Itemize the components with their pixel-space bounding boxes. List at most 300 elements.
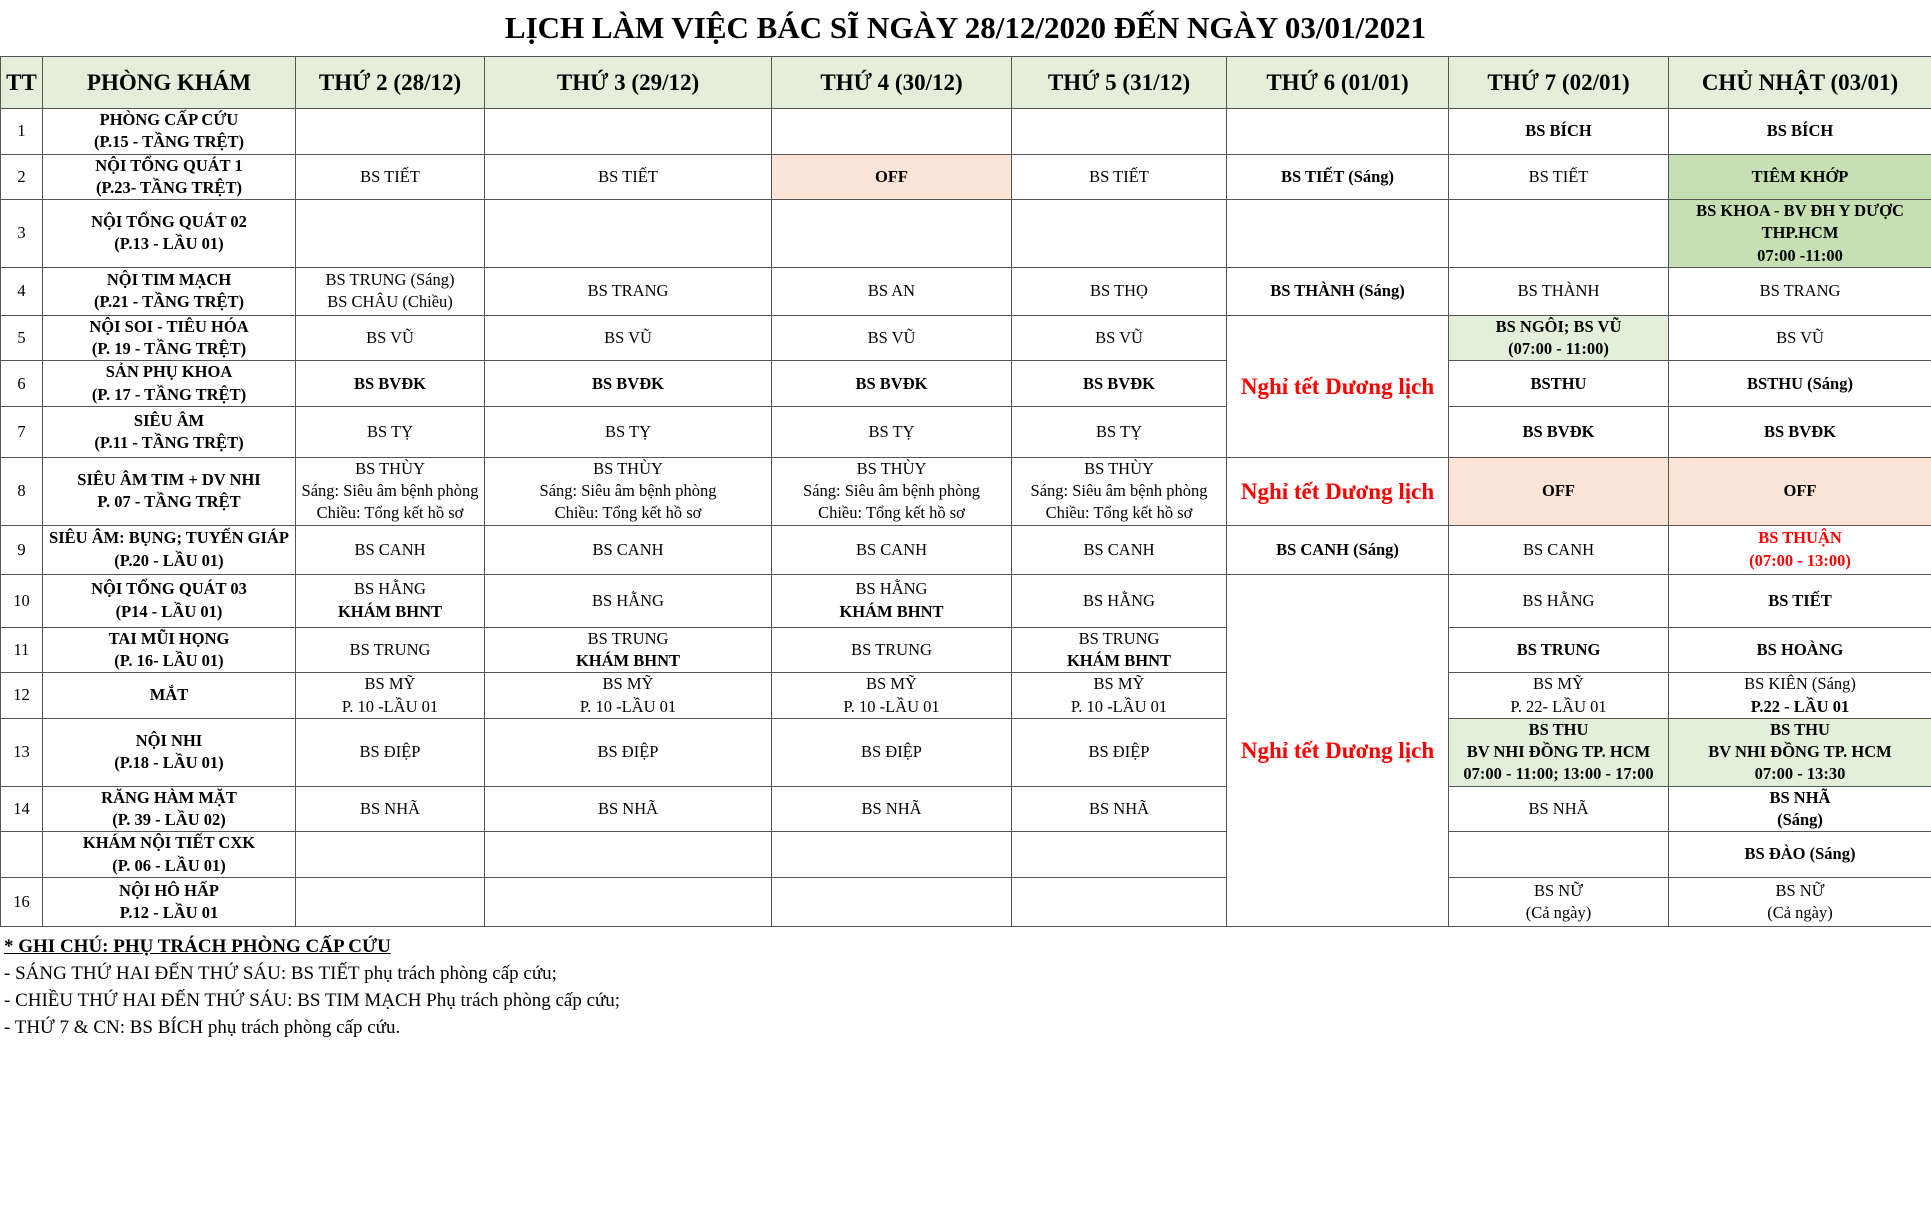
- cell-line: Chiều: Tổng kết hồ sơ: [818, 503, 965, 523]
- cell-line: BS THÀNH: [1517, 281, 1600, 301]
- cell-line: (Sáng): [1777, 810, 1823, 830]
- holiday-cell: [1227, 574, 1449, 926]
- table-row: [1, 200, 1931, 268]
- cell-line: BS HẰNG: [592, 590, 664, 610]
- cell-line: BS ĐIỆP: [861, 742, 922, 762]
- cell-line: BS BVĐK: [1083, 373, 1155, 393]
- note-line: - SÁNG THỨ HAI ĐẾN THỨ SÁU: BS TIẾT phụ trách phòng cấp cứu;: [4, 962, 557, 984]
- cell-line: Sáng: Siêu âm bệnh phòng: [803, 481, 980, 501]
- schedule-cell: [1449, 832, 1669, 878]
- cell-line: BS HẰNG: [855, 579, 928, 599]
- cell-line: (P. 17 - TẦNG TRỆT): [91, 384, 247, 404]
- schedule-cell: [1449, 574, 1669, 627]
- schedule-cell: [1012, 718, 1227, 786]
- schedule-cell: [485, 200, 772, 268]
- table-row: [1, 627, 1931, 673]
- cell-line: BS MỸ: [1533, 674, 1584, 694]
- schedule-cell: [1227, 200, 1449, 268]
- schedule-cell: [1012, 877, 1227, 926]
- cell-line: BS MỸ: [602, 674, 654, 694]
- schedule-cell: [485, 877, 772, 926]
- cell-line: BS TIẾT: [1528, 166, 1589, 186]
- cell-line: BS KIÊN (Sáng): [1744, 674, 1856, 694]
- cell-line: Chiều: Tổng kết hồ sơ: [316, 503, 464, 523]
- cell-line: BS NHÃ: [1528, 798, 1589, 818]
- room-cell: [43, 267, 296, 315]
- cell-line: P.22 - LẦU 01: [1750, 696, 1850, 716]
- cell-line: (P.23- TẦNG TRỆT): [96, 177, 242, 197]
- cell-line: BS HẰNG: [1522, 590, 1595, 610]
- cell-line: P. 10 -LẦU 01: [579, 696, 677, 716]
- cell-line: BS BVĐK: [354, 373, 426, 393]
- note-line: - CHIỀU THỨ HAI ĐẾN THỨ SÁU: BS TIM MẠCH Phụ trách phòng cấp cứu;: [4, 989, 621, 1011]
- cell-line: (07:00 - 13:00): [1749, 550, 1851, 570]
- cell-line: BS HẰNG: [1083, 590, 1155, 610]
- cell-line: BS CANH: [855, 539, 928, 559]
- room-cell: [43, 877, 296, 926]
- header-wed: THỨ 4 (30/12): [772, 57, 1012, 109]
- table-row: [1, 406, 1931, 457]
- holiday-label: Nghỉ tết Dương lịch: [1240, 373, 1435, 399]
- cell-line: NỘI TIM MẠCH: [106, 270, 232, 290]
- room-cell: [43, 406, 296, 457]
- schedule-cell: [1449, 267, 1669, 315]
- note-line: - THỨ 7 & CN: BS BÍCH phụ trách phòng cấp cứu.: [4, 1016, 401, 1038]
- cell-line: Sáng: Siêu âm bệnh phòng: [539, 481, 717, 501]
- holiday-label: Nghỉ tết Dương lịch: [1240, 737, 1435, 763]
- cell-line: BS VŨ: [1776, 327, 1824, 347]
- schedule-cell: [1669, 267, 1931, 315]
- cell-line: BS TIẾT: [1768, 590, 1832, 610]
- cell-line: 07:00 - 13:30: [1754, 764, 1846, 784]
- cell-line: BS ĐÀO (Sáng): [1744, 844, 1856, 864]
- cell-line: PHÒNG CẤP CỨU: [99, 110, 239, 129]
- schedule-cell: [1669, 574, 1931, 627]
- cell-line: BS ĐIỆP: [359, 742, 421, 762]
- schedule-cell: [1012, 673, 1227, 719]
- cell-line: BS BVĐK: [592, 373, 664, 393]
- cell-line: (07:00 - 11:00): [1508, 339, 1609, 359]
- table-row: [1, 315, 1931, 361]
- schedule-cell: [485, 267, 772, 315]
- row-number: 10: [1, 574, 43, 627]
- cell-line: BS TỴ: [366, 421, 413, 441]
- cell-line: BS MỸ: [1093, 674, 1145, 694]
- schedule-cell: [1227, 525, 1449, 574]
- schedule-cell: [296, 109, 485, 155]
- schedule-cell: [296, 786, 485, 832]
- row-number: 6: [1, 361, 43, 407]
- cell-line: BS MỸ: [866, 674, 917, 694]
- schedule-cell: [772, 406, 1012, 457]
- row-number: 11: [1, 627, 43, 673]
- schedule-cell: [772, 832, 1012, 878]
- cell-line: (P. 06 - LẦU 01): [112, 855, 226, 875]
- schedule-cell: [1669, 200, 1931, 268]
- schedule-cell: [1012, 109, 1227, 155]
- schedule-cell: [1012, 361, 1227, 407]
- row-number: 2: [1, 154, 43, 200]
- schedule-cell: [1449, 154, 1669, 200]
- cell-line: KHÁM BHNT: [1066, 650, 1172, 670]
- schedule-cell: [1449, 406, 1669, 457]
- cell-line: OFF: [875, 166, 908, 186]
- cell-line: (P. 16- LẦU 01): [114, 650, 224, 670]
- cell-line: P. 22- LẦU 01: [1510, 696, 1607, 716]
- row-number: 3: [1, 200, 43, 268]
- cell-line: P. 10 -LẦU 01: [1070, 696, 1168, 716]
- schedule-cell: [772, 627, 1012, 673]
- schedule-cell: [772, 315, 1012, 361]
- cell-line: (P.15 - TẦNG TRỆT): [93, 132, 245, 152]
- schedule-cell: [296, 361, 485, 407]
- room-cell: [43, 525, 296, 574]
- row-number: 9: [1, 525, 43, 574]
- cell-line: BS TRANG: [1759, 281, 1841, 301]
- cell-line: (P.13 - LẦU 01): [114, 234, 224, 254]
- row-number: 8: [1, 457, 43, 525]
- cell-line: Chiều: Tổng kết hồ sơ: [554, 503, 702, 523]
- schedule-cell: [1669, 406, 1931, 457]
- schedule-cell: [772, 673, 1012, 719]
- room-cell: [43, 718, 296, 786]
- cell-line: BS THÙY: [355, 458, 425, 478]
- schedule-cell: [485, 361, 772, 407]
- schedule-cell: [1449, 457, 1669, 525]
- row-number: 1: [1, 109, 43, 155]
- schedule-cell: [1012, 574, 1227, 627]
- cell-line: BS NHÃ: [597, 798, 659, 818]
- schedule-cell: [296, 525, 485, 574]
- header-mon: THỨ 2 (28/12): [296, 57, 485, 109]
- cell-line: BS NỮ: [1775, 880, 1825, 900]
- schedule-body: [1, 109, 1931, 927]
- cell-line: BS TRUNG: [1516, 639, 1601, 659]
- room-cell: [43, 315, 296, 361]
- cell-line: BS VŨ: [1095, 327, 1143, 347]
- cell-line: SIÊU ÂM: BỤNG; TUYẾN GIÁP: [49, 528, 289, 548]
- cell-line: BS BVĐK: [1764, 421, 1836, 441]
- cell-line: NỘI NHI: [135, 731, 203, 751]
- cell-line: KHÁM NỘI TIẾT CXK: [82, 833, 256, 853]
- schedule-cell: [1449, 525, 1669, 574]
- schedule-cell: [1669, 361, 1931, 407]
- cell-line: BS CANH: [592, 539, 664, 559]
- cell-line: BS NHÃ: [359, 798, 421, 818]
- schedule-cell: [485, 457, 772, 525]
- cell-line: (Cả ngày): [1525, 902, 1592, 922]
- cell-line: BV NHI ĐỒNG TP. HCM: [1708, 742, 1892, 762]
- schedule-cell: [1012, 406, 1227, 457]
- cell-line: KHÁM BHNT: [575, 650, 681, 670]
- schedule-cell: [296, 673, 485, 719]
- cell-line: BV NHI ĐỒNG TP. HCM: [1466, 742, 1651, 762]
- cell-line: 07:00 - 11:00; 13:00 - 17:00: [1463, 764, 1654, 784]
- header-sun: CHỦ NHẬT (03/01): [1669, 57, 1931, 109]
- cell-line: BS TRUNG: [587, 628, 669, 648]
- cell-line: 07:00 -11:00: [1757, 245, 1843, 265]
- schedule-cell: [485, 786, 772, 832]
- schedule-cell: [296, 267, 485, 315]
- cell-line: BS THỌ: [1090, 281, 1148, 301]
- schedule-cell: [485, 154, 772, 200]
- cell-line: (P.20 - LẦU 01): [114, 550, 224, 570]
- schedule-cell: [296, 200, 485, 268]
- cell-line: BS BÍCH: [1525, 121, 1592, 141]
- cell-line: BS TỴ: [604, 421, 651, 441]
- table-row: [1, 361, 1931, 407]
- schedule-cell: [1669, 525, 1931, 574]
- header-tt: TT: [1, 57, 43, 109]
- schedule-cell: [1669, 786, 1931, 832]
- room-cell: [43, 200, 296, 268]
- schedule-cell: [1669, 109, 1931, 155]
- schedule-cell: [1669, 457, 1931, 525]
- cell-line: BS TỴ: [868, 421, 915, 441]
- cell-line: OFF: [1542, 481, 1575, 501]
- schedule-cell: [485, 315, 772, 361]
- cell-line: BSTHU (Sáng): [1747, 373, 1853, 393]
- schedule-cell: [485, 627, 772, 673]
- cell-line: NỘI TỔNG QUÁT 03: [91, 579, 247, 599]
- table-row: [1, 832, 1931, 878]
- room-cell: [43, 786, 296, 832]
- schedule-cell: [772, 718, 1012, 786]
- cell-line: BS THÙY: [1084, 458, 1154, 478]
- cell-line: NỘI SOI - TIÊU HÓA: [89, 316, 249, 336]
- table-row: [1, 877, 1931, 926]
- header-tue: THỨ 3 (29/12): [485, 57, 772, 109]
- schedule-cell: [1227, 109, 1449, 155]
- cell-line: P.12 - LẦU 01: [119, 902, 219, 922]
- schedule-cell: [772, 457, 1012, 525]
- schedule-cell: [1012, 832, 1227, 878]
- cell-line: P. 07 - TẦNG TRỆT: [97, 492, 241, 512]
- row-number: 12: [1, 673, 43, 719]
- cell-line: BS NHÃ: [1088, 798, 1150, 818]
- table-row: [1, 673, 1931, 719]
- cell-line: BS VŨ: [867, 327, 916, 347]
- row-number: 13: [1, 718, 43, 786]
- room-cell: [43, 574, 296, 627]
- cell-line: BS NỮ: [1533, 880, 1584, 900]
- room-cell: [43, 361, 296, 407]
- schedule-cell: [296, 315, 485, 361]
- schedule-cell: [1012, 457, 1227, 525]
- cell-line: Sáng: Siêu âm bệnh phòng: [1030, 481, 1208, 501]
- room-cell: [43, 832, 296, 878]
- cell-line: BS ĐIỆP: [1088, 742, 1150, 762]
- table-row: [1, 109, 1931, 155]
- schedule-cell: [772, 877, 1012, 926]
- row-number: 7: [1, 406, 43, 457]
- schedule-cell: [1669, 315, 1931, 361]
- table-row: [1, 574, 1931, 627]
- table-row: [1, 154, 1931, 200]
- cell-line: (P.18 - LẦU 01): [114, 753, 224, 773]
- schedule-cell: [485, 406, 772, 457]
- holiday-cell: [1227, 457, 1449, 525]
- table-row: [1, 267, 1931, 315]
- schedule-cell: [1012, 525, 1227, 574]
- table-row: [1, 786, 1931, 832]
- notes-heading: * GHI CHÚ: PHỤ TRÁCH PHÒNG CẤP CỨU: [4, 935, 391, 957]
- cell-line: BS NGÔI; BS VŨ: [1495, 316, 1622, 336]
- holiday-label: Nghỉ tết Dương lịch: [1240, 478, 1435, 504]
- schedule-cell: [485, 525, 772, 574]
- room-cell: [43, 673, 296, 719]
- cell-line: BS THU: [1770, 719, 1830, 739]
- schedule-cell: [772, 109, 1012, 155]
- cell-line: BS BVĐK: [855, 373, 928, 393]
- schedule-cell: [1012, 267, 1227, 315]
- cell-line: BS CANH (Sáng): [1276, 539, 1399, 559]
- schedule-cell: [296, 406, 485, 457]
- schedule-cell: [485, 832, 772, 878]
- cell-line: BS BVĐK: [1522, 421, 1595, 441]
- schedule-cell: [1227, 267, 1449, 315]
- cell-line: BS TRUNG (Sáng): [325, 270, 455, 290]
- schedule-cell: [772, 361, 1012, 407]
- notes: [0, 927, 1931, 1041]
- row-number: 4: [1, 267, 43, 315]
- schedule-cell: [1012, 315, 1227, 361]
- cell-line: BS BÍCH: [1766, 121, 1834, 141]
- schedule-cell: [1669, 718, 1931, 786]
- cell-line: SẢN PHỤ KHOA: [105, 362, 233, 382]
- cell-line: BS THÀNH (Sáng): [1270, 281, 1405, 301]
- cell-line: BS TIẾT: [598, 166, 658, 186]
- schedule-cell: [296, 718, 485, 786]
- cell-line: SIÊU ÂM TIM + DV NHI: [77, 470, 261, 490]
- cell-line: BS MỸ: [364, 674, 416, 694]
- cell-line: KHÁM BHNT: [337, 601, 443, 621]
- schedule-table: [0, 56, 1931, 927]
- schedule-cell: [485, 574, 772, 627]
- cell-line: NỘI HÔ HẤP: [119, 880, 219, 900]
- schedule-cell: [485, 718, 772, 786]
- cell-line: TAI MŨI HỌNG: [108, 628, 230, 648]
- schedule-cell: [772, 200, 1012, 268]
- schedule-cell: [485, 673, 772, 719]
- cell-line: BS VŨ: [366, 327, 414, 347]
- room-cell: [43, 457, 296, 525]
- cell-line: BS THÙY: [593, 458, 663, 478]
- cell-line: (P14 - LẦU 01): [115, 601, 223, 621]
- page-title: LỊCH LÀM VIỆC BÁC SĨ NGÀY 28/12/2020 ĐẾN NGÀY 03/01/2021: [504, 10, 1427, 45]
- cell-line: BS TRUNG: [851, 639, 932, 659]
- cell-line: (P.21 - TẦNG TRỆT): [93, 292, 245, 312]
- schedule-cell: [1449, 877, 1669, 926]
- schedule-cell: [772, 267, 1012, 315]
- cell-line: TIÊM KHỚP: [1751, 166, 1849, 186]
- cell-line: BS TRUNG: [1078, 628, 1160, 648]
- schedule-cell: [772, 786, 1012, 832]
- schedule-cell: [1012, 786, 1227, 832]
- cell-line: BS TIẾT: [1089, 166, 1149, 186]
- schedule-cell: [1669, 154, 1931, 200]
- schedule-cell: [296, 574, 485, 627]
- cell-line: KHÁM BHNT: [839, 601, 944, 621]
- cell-line: BS THÙY: [856, 458, 927, 478]
- cell-line: NỘI TỔNG QUÁT 02: [91, 212, 247, 232]
- schedule-cell: [1012, 154, 1227, 200]
- header-thu: THỨ 5 (31/12): [1012, 57, 1227, 109]
- schedule-cell: [1449, 786, 1669, 832]
- cell-line: BS HOÀNG: [1756, 639, 1844, 659]
- row-number: 5: [1, 315, 43, 361]
- schedule-cell: [772, 574, 1012, 627]
- schedule-cell: [1449, 200, 1669, 268]
- header-room: PHÒNG KHÁM: [43, 57, 296, 109]
- cell-line: BS CANH: [1083, 539, 1155, 559]
- cell-line: NỘI TỔNG QUÁT 1: [95, 155, 243, 175]
- schedule-cell: [1012, 627, 1227, 673]
- cell-line: Chiều: Tổng kết hồ sơ: [1045, 503, 1193, 523]
- cell-line: BS CHÂU (Chiều): [327, 292, 453, 312]
- cell-line: (Cả ngày): [1767, 902, 1833, 922]
- cell-line: MẮT: [149, 685, 189, 705]
- cell-line: BS TIẾT (Sáng): [1280, 166, 1395, 186]
- cell-line: Sáng: Siêu âm bệnh phòng: [301, 481, 479, 501]
- table-row: [1, 718, 1931, 786]
- header-row: [1, 57, 1931, 109]
- cell-line: P. 10 -LẦU 01: [341, 696, 439, 716]
- schedule-cell: [1669, 627, 1931, 673]
- cell-line: BS VŨ: [604, 327, 652, 347]
- schedule-cell: [296, 627, 485, 673]
- schedule-cell: [1449, 718, 1669, 786]
- cell-line: (P. 39 - LẦU 02): [112, 810, 226, 830]
- schedule-cell: [1669, 877, 1931, 926]
- schedule-cell: [1449, 673, 1669, 719]
- schedule-cell: [296, 154, 485, 200]
- header-fri: THỨ 6 (01/01): [1227, 57, 1449, 109]
- schedule-cell: [1449, 361, 1669, 407]
- schedule-cell: [772, 154, 1012, 200]
- row-number: [1, 832, 43, 878]
- schedule-cell: [296, 457, 485, 525]
- schedule-cell: [296, 832, 485, 878]
- schedule-cell: [1449, 627, 1669, 673]
- holiday-cell: [1227, 315, 1449, 457]
- cell-line: BS THU: [1528, 719, 1589, 739]
- row-number: 14: [1, 786, 43, 832]
- cell-line: RĂNG HÀM MẶT: [101, 787, 237, 807]
- cell-line: BS TRANG: [587, 281, 669, 301]
- schedule-cell: [1669, 832, 1931, 878]
- schedule-cell: [772, 525, 1012, 574]
- cell-line: BS THUẬN: [1758, 528, 1842, 548]
- schedule-cell: [1449, 109, 1669, 155]
- schedule-cell: [485, 109, 772, 155]
- cell-line: BS AN: [867, 281, 916, 301]
- cell-line: BS NHÃ: [861, 798, 922, 818]
- cell-line: BS NHÃ: [1769, 787, 1831, 807]
- cell-line: BS HẰNG: [354, 579, 426, 599]
- header-sat: THỨ 7 (02/01): [1449, 57, 1669, 109]
- schedule-cell: [1012, 200, 1227, 268]
- cell-line: BS ĐIỆP: [597, 742, 659, 762]
- schedule-cell: [1669, 673, 1931, 719]
- cell-line: BS KHOA - BV ĐH Y DƯỢC: [1696, 201, 1904, 221]
- cell-line: BS TỴ: [1095, 421, 1142, 441]
- room-cell: [43, 627, 296, 673]
- cell-line: (P. 19 - TẦNG TRỆT): [91, 339, 247, 359]
- room-cell: [43, 109, 296, 155]
- cell-line: BSTHU: [1530, 373, 1587, 393]
- cell-line: THP.HCM: [1761, 223, 1839, 243]
